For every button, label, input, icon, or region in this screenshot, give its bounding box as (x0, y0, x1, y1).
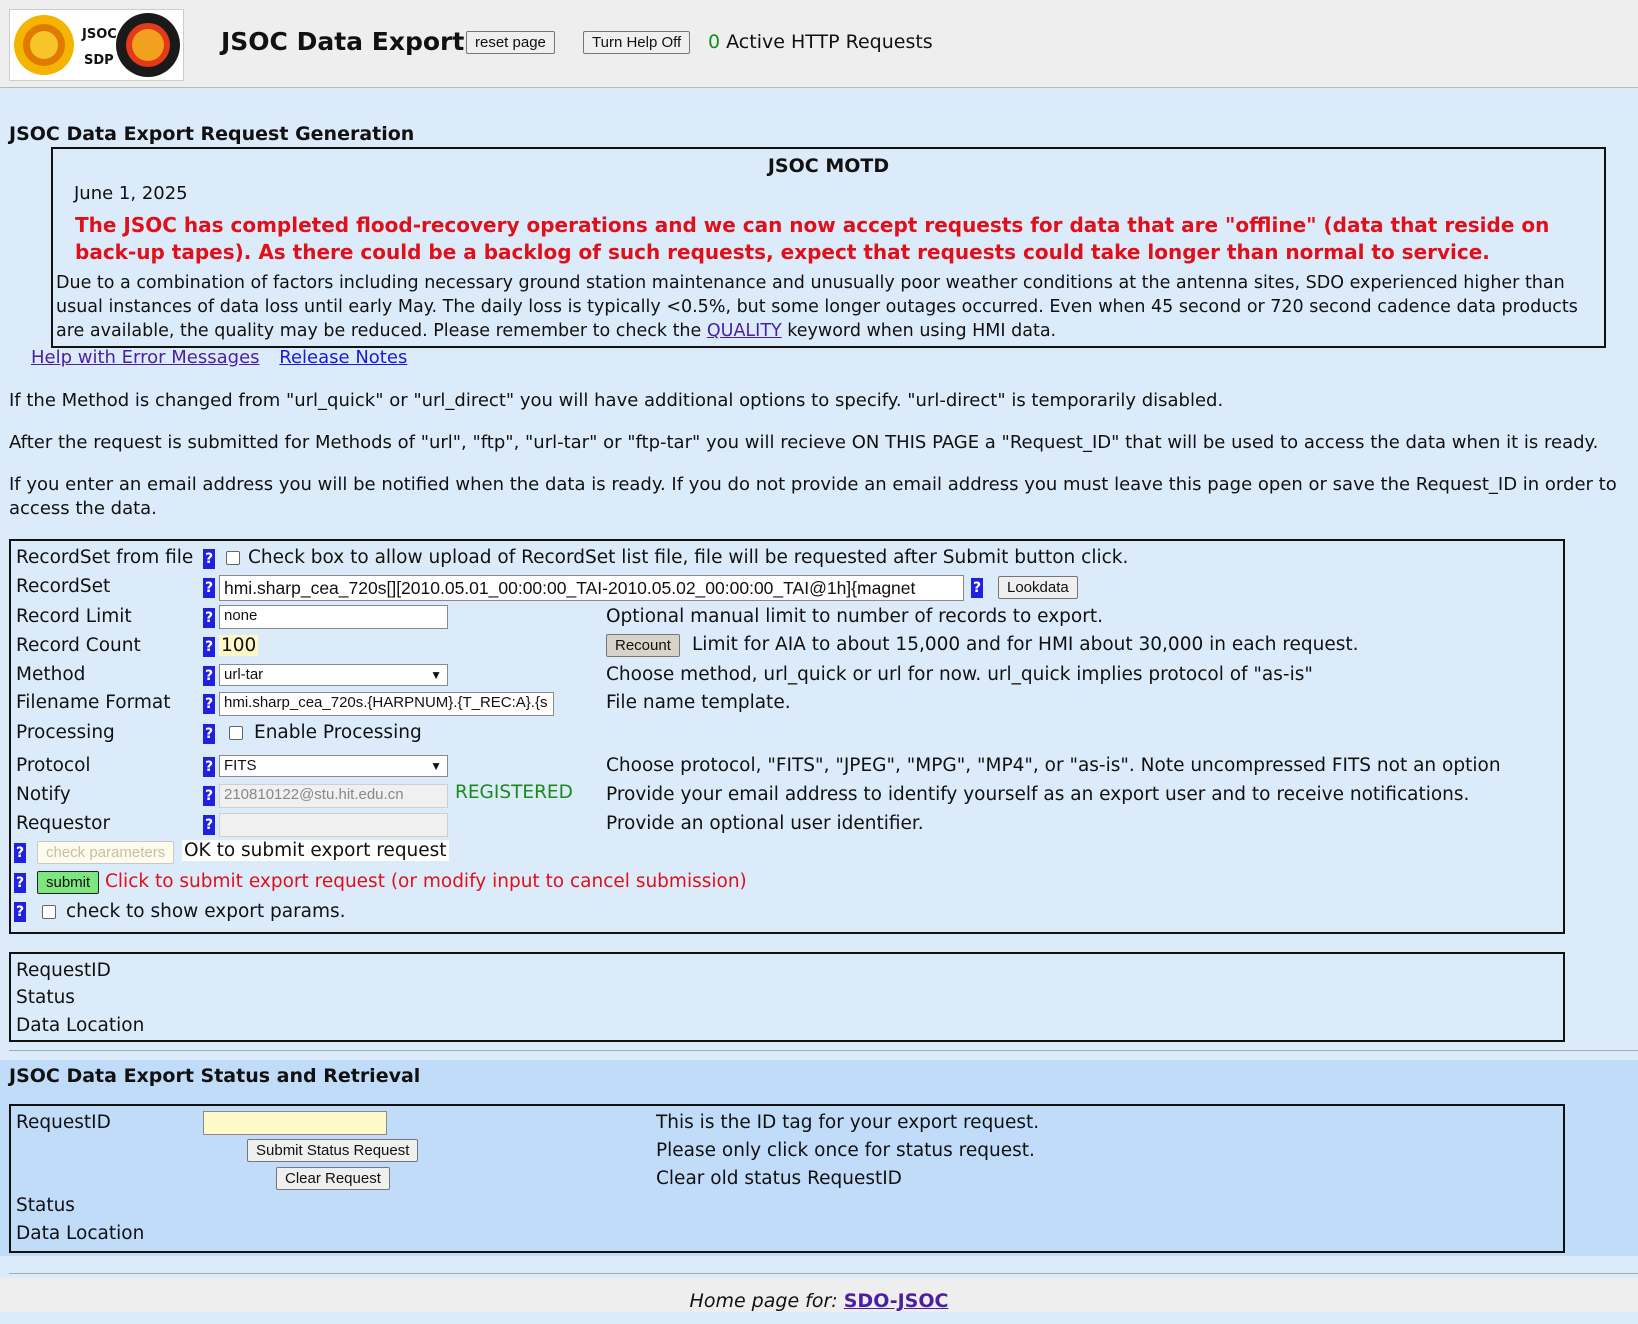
method-desc: Choose method, url_quick or url for now. url_quick implies protocol of "as-is" (606, 664, 1313, 685)
page-title: JSOC Data Export (221, 27, 465, 56)
help-icon[interactable]: ? (204, 551, 214, 567)
show-params-label: check to show export params. (66, 901, 346, 922)
help-icon[interactable]: ? (204, 759, 214, 775)
http-label: Active HTTP Requests (726, 31, 933, 53)
submit-status-button[interactable]: Submit Status Request (247, 1139, 418, 1162)
check-parameters-message: OK to submit export request (184, 840, 447, 861)
record-limit-desc: Optional manual limit to number of records to export. (606, 606, 1103, 627)
help-icon[interactable]: ? (204, 817, 214, 833)
status-request-id-label: RequestID (16, 1112, 111, 1133)
recordset-input[interactable]: hmi.sharp_cea_720s[][2010.05.01_00:00:00_TAI-2010.05.02_00:00:00_TAI@1h]{magnet (219, 575, 964, 601)
filename-format-input[interactable]: hmi.sharp_cea_720s.{HARPNUM}.{T_REC:A}.{s (219, 692, 554, 716)
help-icon[interactable]: ? (204, 668, 214, 684)
jsoc-logo (9, 9, 184, 81)
submit-message: Click to submit export request (or modify input to cancel submission) (105, 871, 747, 892)
status-location-label: Data Location (16, 1223, 145, 1244)
request-result-box (9, 952, 1565, 1042)
method-label: Method (16, 664, 86, 685)
release-notes-link[interactable]: Release Notes (279, 347, 408, 368)
clear-request-desc: Clear old status RequestID (656, 1168, 902, 1189)
recount-button[interactable]: Recount (606, 634, 680, 657)
record-limit-input[interactable]: none (219, 605, 448, 629)
help-icon[interactable]: ? (15, 904, 25, 920)
quality-link[interactable]: QUALITY (706, 321, 782, 341)
submit-status-desc: Please only click once for status request. (656, 1140, 1035, 1161)
request-section-title: JSOC Data Export Request Generation (9, 123, 415, 145)
motd-body-text: Due to a combination of factors including necessary ground station maintenance and unusually poor weather conditions at the antenna sites, SDO experienced higher than usual instances of data loss until early May. The daily loss is typically <0.5%, but some longer outages occurred. Even when 45 second or 720 second cadence data products are available, the quality may be reduced. Please remember to check the (56, 273, 1578, 341)
help-icon[interactable]: ? (972, 580, 982, 596)
help-icon[interactable]: ? (204, 639, 214, 655)
check-parameters-button[interactable]: check parameters (37, 841, 174, 864)
error-help-link[interactable]: Help with Error Messages (31, 347, 260, 368)
protocol-select[interactable] (219, 755, 448, 777)
method-selected: url-tar (224, 666, 264, 683)
footer-divider (9, 1273, 1638, 1274)
recordset-file-desc: Check box to allow upload of RecordSet list file, file will be requested after Submit button click. (248, 547, 1129, 568)
notify-label: Notify (16, 784, 71, 805)
info-paragraph-1: If the Method is changed from "url_quick" or "url_direct" you will have additional options to specify. "url-direct" is temporarily disabled. (9, 390, 1224, 411)
aia-seal-icon (116, 13, 180, 77)
result-location-label: Data Location (16, 1015, 145, 1036)
motd-body-text-end: keyword when using HMI data. (781, 321, 1057, 341)
protocol-label: Protocol (16, 755, 91, 776)
motd-alert: The JSOC has completed flood-recovery operations and we can now accept requests for data that are "offline" (data that reside on back-up tapes). As there could be a backlog of such requests, expect that requests could take longer than normal to service. (75, 213, 1550, 264)
hmi-sun-icon (14, 15, 74, 75)
result-status-label: Status (16, 987, 75, 1008)
divider (9, 1050, 1638, 1051)
status-section-title: JSOC Data Export Status and Retrieval (9, 1065, 421, 1087)
help-icon[interactable]: ? (204, 726, 214, 742)
result-request-id-label: RequestID (16, 960, 111, 981)
help-icon[interactable]: ? (204, 696, 214, 712)
help-icon[interactable]: ? (204, 610, 214, 626)
page-header (0, 0, 1638, 88)
motd-date: June 1, 2025 (74, 183, 188, 204)
export-request-form (9, 539, 1565, 934)
notify-desc: Provide your email address to identify yourself as an export user and to receive notifications. (606, 784, 1470, 805)
reset-page-button[interactable]: reset page (466, 31, 555, 54)
protocol-desc: Choose protocol, "FITS", "JPEG", "MPG", "MP4", or "as-is". Note uncompressed FITS not an option (606, 755, 1501, 776)
motd-title: JSOC MOTD (767, 155, 890, 177)
status-retrieval-section (0, 1060, 1638, 1256)
info-paragraph-3: If you enter an email address you will be notified when the data is ready. If you do not provide an email address you must leave this page open or save the Request_ID in order to access the data. (9, 474, 1617, 519)
http-count: 0 (708, 31, 721, 53)
recordset-file-label: RecordSet from file (16, 547, 194, 568)
filename-format-label: Filename Format (16, 692, 171, 713)
lookdata-button[interactable]: Lookdata (998, 576, 1078, 599)
recordset-label: RecordSet (16, 576, 111, 597)
notify-status: REGISTERED (455, 782, 573, 803)
footer-text: Home page for: (689, 1290, 838, 1312)
status-label: Status (16, 1195, 75, 1216)
info-paragraph-2: After the request is submitted for Methods of "url", "ftp", "url-tar" or "ftp-tar" you will recieve ON THIS PAGE a "Request_ID" that will be used to access the data when it is ready. (9, 432, 1599, 453)
motd-box (51, 147, 1606, 348)
request-id-desc: This is the ID tag for your export request. (656, 1112, 1040, 1133)
requestor-label: Requestor (16, 813, 111, 834)
status-request-id-input[interactable] (203, 1111, 387, 1135)
svg-text:JSOC: JSOC (82, 27, 117, 42)
method-select[interactable] (219, 664, 448, 686)
recordset-file-checkbox[interactable] (226, 551, 240, 565)
chevron-down-icon: ▼ (430, 759, 442, 773)
submit-button[interactable]: submit (37, 871, 99, 894)
show-params-checkbox[interactable] (42, 905, 56, 919)
protocol-selected: FITS (224, 757, 257, 774)
svg-text:SDP: SDP (84, 53, 114, 68)
processing-label: Processing (16, 722, 115, 743)
filename-format-desc: File name template. (606, 692, 791, 713)
sdo-jsoc-link[interactable]: SDO-JSOC (843, 1290, 949, 1312)
notify-email-input[interactable]: 210810122@stu.hit.edu.cn (219, 784, 448, 808)
help-icon[interactable]: ? (15, 875, 25, 891)
record-limit-label: Record Limit (16, 606, 132, 627)
motd-body (56, 271, 1601, 343)
help-icon[interactable]: ? (15, 845, 25, 861)
enable-processing-checkbox[interactable] (229, 726, 243, 740)
help-icon[interactable]: ? (204, 580, 214, 596)
help-links (31, 347, 421, 368)
record-count-label: Record Count (16, 635, 141, 656)
record-count-desc: Limit for AIA to about 15,000 and for HMI about 30,000 in each request. (692, 634, 1359, 655)
requestor-desc: Provide an optional user identifier. (606, 813, 924, 834)
turn-help-off-button[interactable]: Turn Help Off (583, 31, 690, 54)
chevron-down-icon: ▼ (430, 668, 442, 682)
record-count-value: 100 (221, 635, 257, 656)
http-requests-status (708, 31, 933, 53)
enable-processing-label: Enable Processing (254, 722, 422, 743)
status-form (9, 1104, 1565, 1253)
clear-request-button[interactable]: Clear Request (276, 1167, 390, 1190)
page-footer (0, 1278, 1638, 1312)
requestor-input[interactable] (219, 813, 448, 837)
help-icon[interactable]: ? (204, 788, 214, 804)
